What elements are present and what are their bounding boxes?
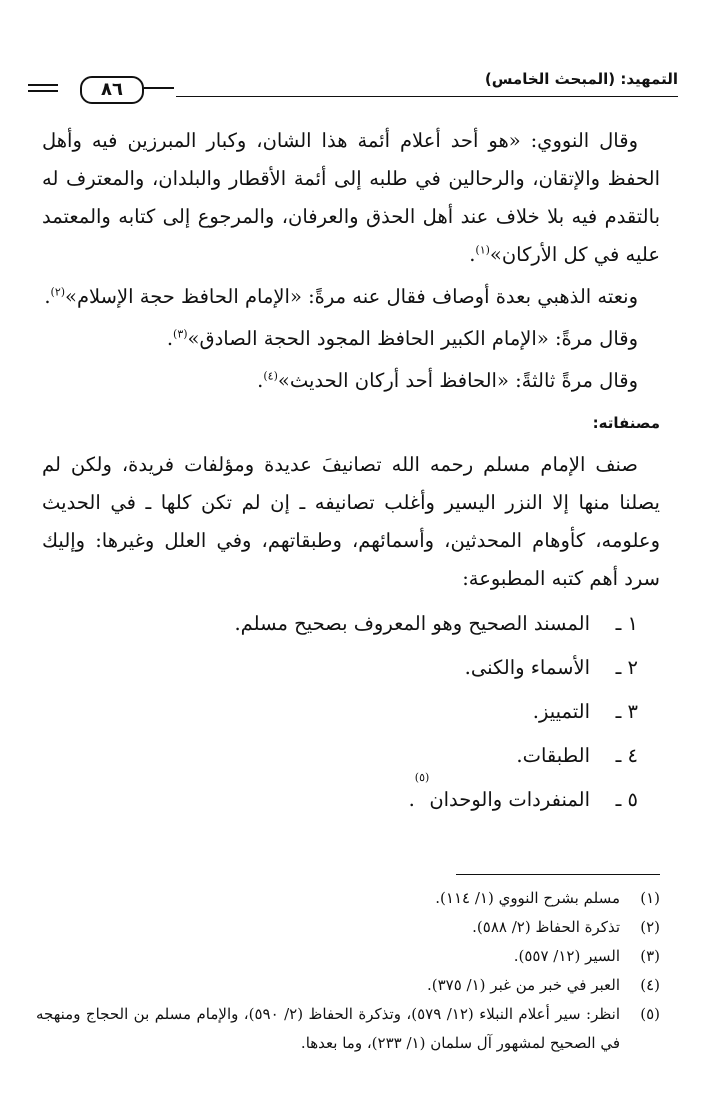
works-list (42, 602, 660, 822)
paragraph-text: وقال مرةً: «الإمام الكبير الحافظ المجود الحجة الصادق» (187, 327, 638, 350)
footnote-ref: (٥) (414, 771, 430, 784)
header-dash (144, 87, 174, 89)
list-item (42, 602, 660, 646)
footnote-number: (١) (640, 889, 660, 907)
header-rule (176, 96, 678, 97)
paragraph-text: وقال مرةً ثالثةً: «الحافظ أحد أركان الحديث» (277, 369, 638, 392)
list-item: ٥ ـ المنفردات والوحدان (٥) . (42, 778, 660, 822)
paragraph-text: ونعته الذهبي بعدة أوصاف فقال عنه مرةً: «الإمام الحافظ حجة الإسلام» (65, 285, 638, 308)
footnote (36, 942, 660, 971)
paragraph-nawawi: وقال النووي: «هو أحد أعلام أئمة هذا الشان، وكبار المبرزين فيه وأهل الحفظ والإتقان، والرحالين في طلبه إلى أئمة الأقطار والبلدان، والمعترف له بالتقدم فيه بلا خلاف عند أهل الحذق والعرفان، والمرجوع إلى كتابه والمعتمد عليه في كل الأركان»$^{(١)}$. (42, 129, 660, 266)
footnote (36, 884, 660, 913)
footnote-text: السير (١٢/ ٥٥٧). (513, 947, 620, 965)
footnote-number: (٣) (640, 947, 660, 965)
list-item (42, 690, 660, 734)
list-number: ١ ـ (615, 612, 638, 635)
footnote (36, 1000, 660, 1058)
list-text: المنفردات والوحدان (429, 788, 590, 811)
list-text: المسند الصحيح وهو المعروف بصحيح مسلم. (234, 612, 590, 635)
footnote-text: مسلم بشرح النووي (١/ ١١٤). (435, 889, 620, 907)
list-text: التمييز. (532, 700, 590, 723)
list-item (42, 734, 660, 778)
list-item (42, 646, 660, 690)
footnote-ref: (١) (475, 243, 490, 257)
list-number: ٥ ـ (615, 788, 638, 811)
running-title: التمهيد: (المبحث الخامس) (484, 70, 678, 88)
main-text (42, 122, 660, 822)
section-intro: صنف الإمام مسلم رحمه الله تصانيفَ عديدة ومؤلفات فريدة، ولكن لم يصلنا منها إلا النزر اليسير وأغلب تصانيفه ـ إن لم تكن كلها ـ في الحديث وعلومه، كأوهام المحدثين، وأسمائهم، وطبقاتهم، وفي العلل وغيرها: وإليك سرد أهم كتبه المطبوعة: (42, 453, 660, 590)
footnote-text: تذكرة الحفاظ (٢/ ٥٨٨). (472, 918, 620, 936)
footnote-separator (456, 874, 660, 875)
footnote-text: العبر في خبر من غبر (١/ ٣٧٥). (426, 976, 620, 994)
paragraph-text: وقال النووي: «هو أحد أعلام أئمة هذا الشان، وكبار المبرزين فيه وأهل الحفظ والإتقان، والرحالين في طلبه إلى أئمة الأقطار والبلدان، والمعترف له بالتقدم فيه بلا خلاف عند أهل الحذق والعرفان، والمرجوع إلى كتابه والمعتمد عليه في كل الأركان» (42, 129, 660, 266)
list-text: الطبقات. (516, 744, 590, 767)
header-dash (28, 84, 58, 86)
paragraph-dhahabi: ونعته الذهبي بعدة أوصاف فقال عنه مرةً: «الإمام الحافظ حجة الإسلام»$^{(٢)}$. (44, 285, 638, 308)
footnote-number: (٤) (640, 976, 660, 994)
page-header (22, 62, 678, 112)
footnote-ref: (٢) (50, 285, 66, 299)
footnote (36, 913, 660, 942)
section-heading: مصنفاته: (592, 414, 660, 432)
footnote-number: (٥) (640, 1005, 660, 1023)
header-dash (28, 90, 58, 92)
list-number: ٢ ـ (615, 656, 638, 679)
list-number: ٣ ـ (615, 700, 638, 723)
list-number: ٤ ـ (615, 744, 638, 767)
footnote-ref: (٤) (263, 369, 278, 383)
footnote-text: انظر: سير أعلام النبلاء (١٢/ ٥٧٩)، وتذكرة الحفاظ (٢/ ٥٩٠)، والإمام مسلم بن الحجاج ومنهجه في الصحيح لمشهور آل سلمان (١/ ٢٣٣)، وما بعدها. (36, 1005, 621, 1052)
footnote (36, 971, 660, 1000)
footnote-ref: (٣) (173, 327, 188, 341)
page-number: ٨٦ (80, 76, 144, 104)
footnote-number: (٢) (640, 918, 660, 936)
list-text: الأسماء والكنى. (464, 656, 590, 679)
footnotes (36, 884, 660, 1058)
paragraph-quote-3: وقال مرةً ثالثةً: «الحافظ أحد أركان الحديث»$^{(٤)}$. (257, 369, 638, 392)
paragraph-quote-2: وقال مرةً: «الإمام الكبير الحافظ المجود الحجة الصادق»$^{(٣)}$. (166, 327, 638, 350)
